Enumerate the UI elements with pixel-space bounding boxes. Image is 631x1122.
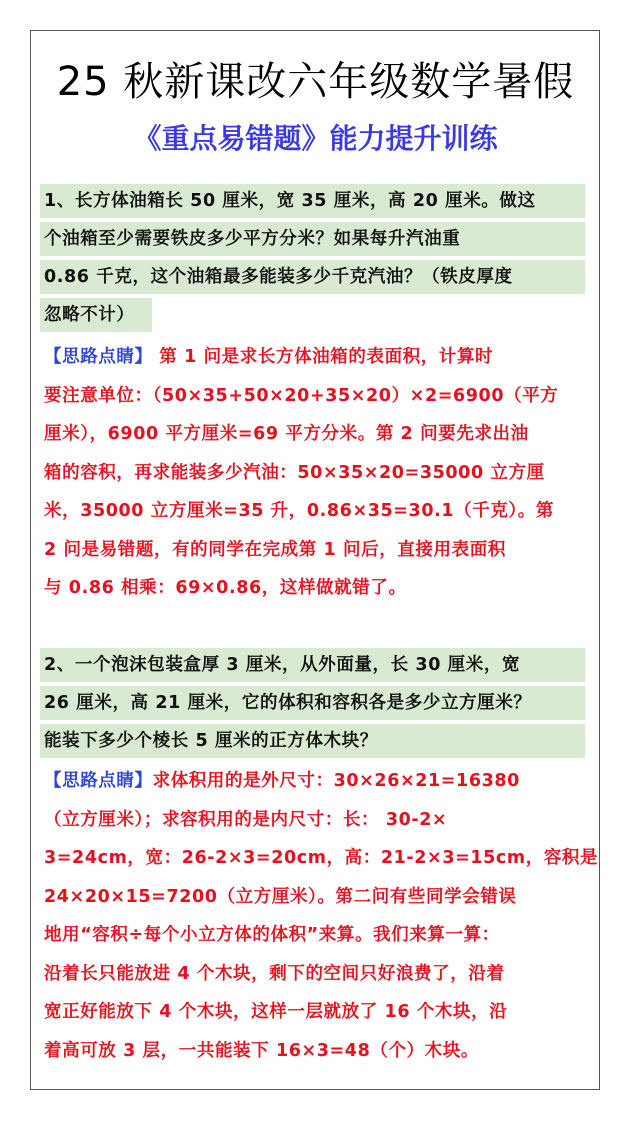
answer-2: [40, 762, 600, 1070]
answer-line: 2 问是易错题，有的同学在完成第 1 问后，直接用表面积: [44, 539, 506, 560]
answer-line: 【思路点睛】求体积用的是外尺寸：30×26×21=16380: [44, 771, 520, 791]
answer-line: 米，35000 立方厘米=35 升，0.86×35=30.1（千克）。第: [44, 501, 554, 521]
question-line: 2、一个泡沫包装盒厚 3 厘米，从外面量，长 30 厘米，宽: [40, 646, 600, 684]
answer-line: 箱的容积，再求能装多少汽油：50×35×20=35000 立方厘: [44, 462, 545, 483]
answer-line: 沿着长只能放进 4 个木块，剩下的空间只好浪费了，沿着: [44, 963, 505, 984]
answer-line: 与 0.86 相乘：69×0.86，这样做就错了。: [44, 578, 407, 598]
answer-1: [40, 338, 600, 608]
answer-line: 厘米），6900 平方厘米=69 平方分米。第 2 问要先求出油: [44, 424, 529, 444]
question-line: 个油箱至少需要铁皮多少平方分米？如果每升汽油重: [40, 220, 600, 258]
hint-tag: 【思路点睛】: [44, 771, 153, 791]
answer-line: 3=24cm，宽：26-2×3=20cm，高：21-2×3=15cm，容积是: [44, 848, 599, 868]
answer-line: 地用“容积÷每个小立方体的体积”来算。我们来算一算：: [44, 925, 500, 945]
question-line: 能装下多少个棱长 5 厘米的正方体木块？: [40, 722, 600, 760]
page-subtitle: 《重点易错题》能力提升训练: [133, 122, 498, 155]
problem-1: [40, 182, 600, 334]
answer-line: （立方厘米）；求容积用的是内尺寸：长： 30-2×: [44, 809, 448, 830]
question-line: 忽略不计）: [40, 296, 600, 334]
question-line: 26 厘米，高 21 厘米，它的体积和容积各是多少立方厘米？: [40, 684, 600, 722]
problem-2: [40, 646, 600, 760]
answer-line: 要注意单位：（50×35+50×20+35×20）×2=6900（平方: [44, 385, 559, 406]
page-title: 25 秋新课改六年级数学暑假: [56, 59, 575, 105]
question-line: 0.86 千克，这个油箱最多能装多少千克汽油？（铁皮厚度: [40, 258, 600, 296]
answer-line: 宽正好能放下 4 个木块，这样一层就放了 16 个木块，沿: [44, 1002, 508, 1022]
question-line: 1、长方体油箱长 50 厘米，宽 35 厘米，高 20 厘米。做这: [40, 182, 600, 220]
answer-line: 【思路点睛】 第 1 问是求长方体油箱的表面积，计算时: [44, 347, 494, 367]
hint-tag: 【思路点睛】: [44, 347, 153, 367]
answer-line: 着高可放 3 层，一共能装下 16×3=48（个）木块。: [44, 1040, 479, 1061]
answer-line: 24×20×15=7200（立方厘米）。第二问有些同学会错误: [44, 886, 517, 907]
